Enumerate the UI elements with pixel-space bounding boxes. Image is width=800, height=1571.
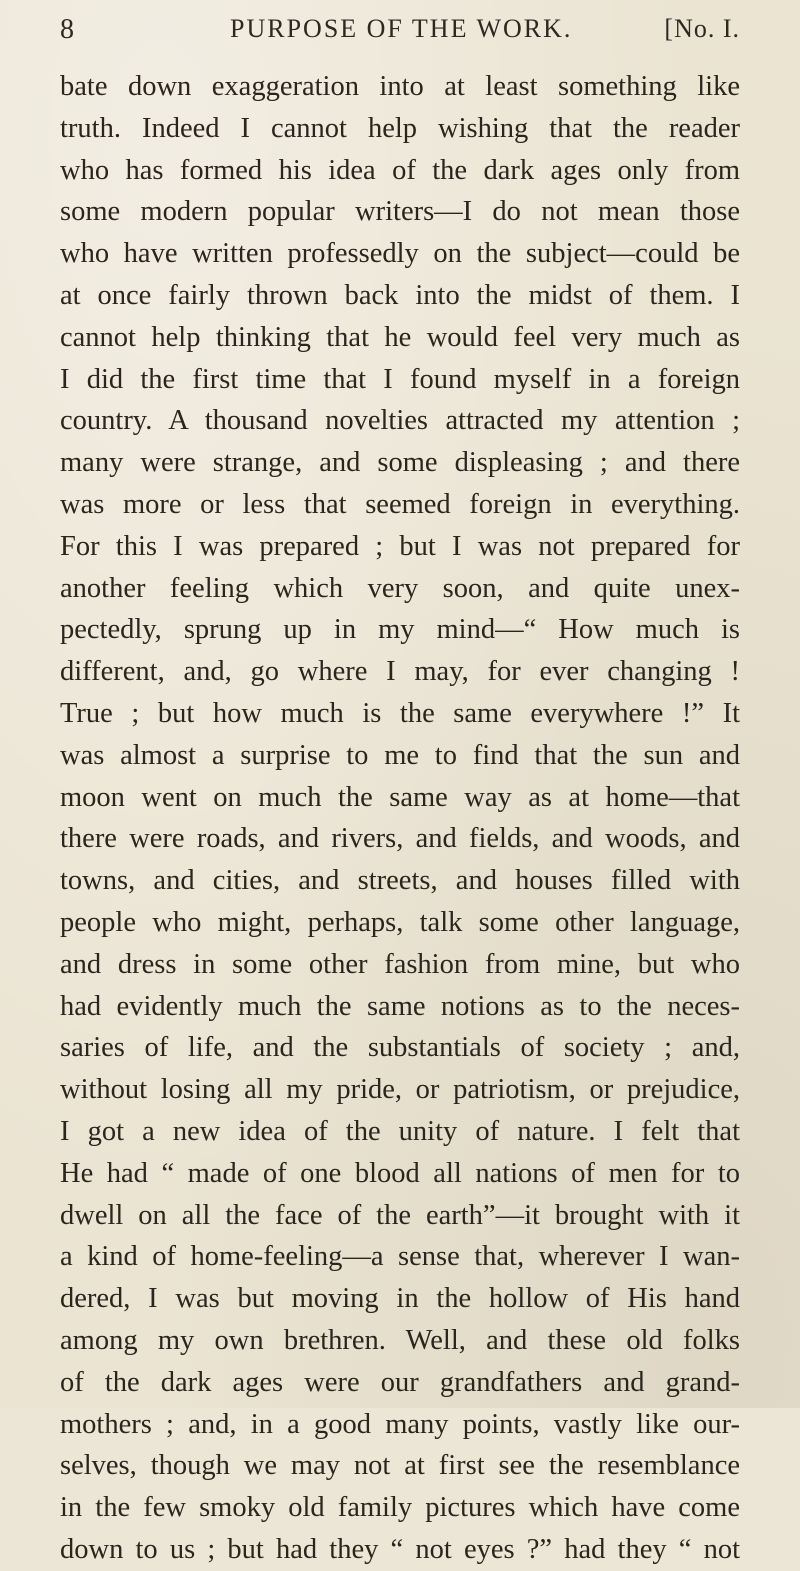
text-line: people who might, perhaps, talk some other language, — [60, 906, 740, 938]
page-number: 8 — [60, 14, 76, 45]
text-line: different, and, go where I may, for ever changing ! — [60, 656, 740, 688]
text-line: cannot help thinking that he would feel very much as — [60, 321, 740, 353]
text-line: was more or less that seemed foreign in everything. — [60, 488, 740, 520]
text-line: many were strange, and some displeasing ; and there — [60, 447, 740, 479]
text-line: selves, though we may not at first see the resemblance — [60, 1450, 740, 1482]
text-line: who has formed his idea of the dark ages only from — [60, 154, 740, 186]
text-line: there were roads, and rivers, and fields, and woods, and — [60, 823, 740, 855]
text-line: moon went on much the same way as at home—that — [60, 781, 740, 813]
text-line: was almost a surprise to me to find that the sun and — [60, 739, 740, 771]
text-line: True ; but how much is the same everywhere !” It — [60, 697, 740, 729]
text-line: a kind of home-feeling—a sense that, wherever I wan- — [60, 1241, 740, 1273]
issue-number: [No. I. — [664, 14, 740, 43]
body-text — [60, 66, 740, 1571]
text-line: saries of life, and the substantials of society ; and, — [60, 1032, 740, 1064]
text-line: truth. Indeed I cannot help wishing that the reader — [60, 112, 740, 144]
text-line: and dress in some other fashion from mine, but who — [60, 948, 740, 980]
text-line: bate down exaggeration into at least something like — [60, 71, 740, 102]
text-line: I got a new idea of the unity of nature. I felt that — [60, 1115, 740, 1147]
text-line: of the dark ages were our grandfathers and grand- — [60, 1366, 740, 1398]
text-line: had evidently much the same notions as to the neces- — [60, 990, 740, 1022]
text-line: among my own brethren. Well, and these old folks — [60, 1324, 740, 1356]
text-line: pectedly, sprung up in my mind—“ How much is — [60, 614, 740, 646]
text-line: another feeling which very soon, and quite unex- — [60, 572, 740, 604]
text-line: without losing all my pride, or patriotism, or prejudice, — [60, 1074, 740, 1106]
text-line: He had “ made of one blood all nations of men for to — [60, 1157, 740, 1189]
running-head — [60, 14, 740, 54]
text-line: dwell on all the face of the earth”—it brought with it — [60, 1199, 740, 1231]
text-line: For this I was prepared ; but I was not prepared for — [60, 530, 740, 562]
text-line: country. A thousand novelties attracted my attention ; — [60, 405, 740, 437]
text-line: in the few smoky old family pictures which have come — [60, 1492, 740, 1524]
running-title: PURPOSE OF THE WORK. — [230, 14, 573, 43]
text-line: some modern popular writers—I do not mean those — [60, 196, 740, 228]
text-line: I did the first time that I found myself in a foreign — [60, 363, 740, 395]
text-line: towns, and cities, and streets, and houses filled with — [60, 865, 740, 897]
text-line: dered, I was but moving in the hollow of His hand — [60, 1283, 740, 1315]
text-line: mothers ; and, in a good many points, vastly like our- — [60, 1408, 740, 1440]
text-line: at once fairly thrown back into the midst of them. I — [60, 279, 740, 311]
text-line: who have written professedly on the subject—could be — [60, 238, 740, 270]
text-line: down to us ; but had they “ not eyes ?” had they “ not — [60, 1533, 740, 1565]
